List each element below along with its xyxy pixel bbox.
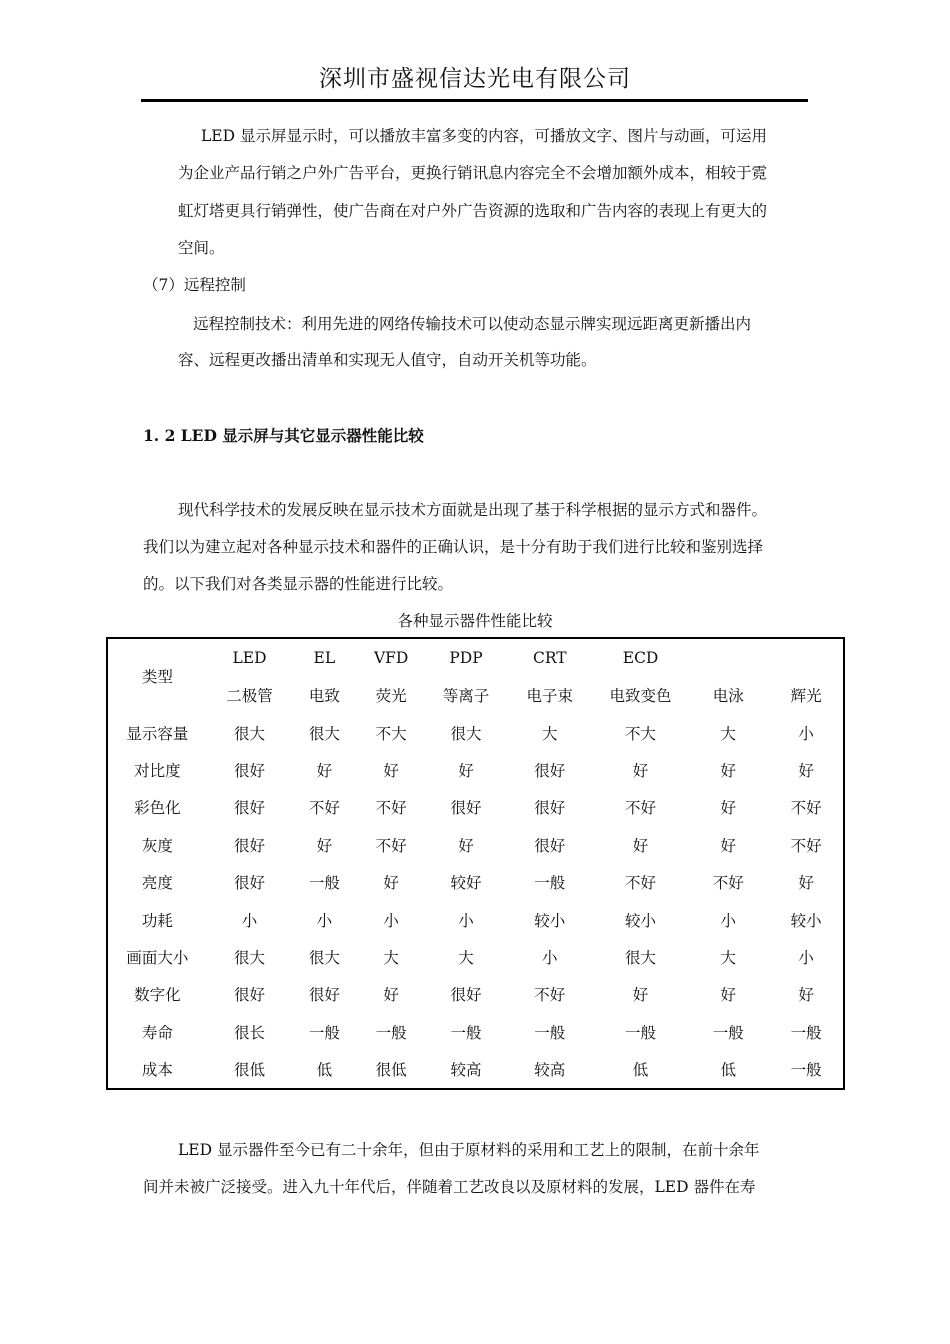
abbrev-cell: PDP	[449, 648, 483, 667]
table-cell: 不好	[625, 874, 657, 893]
table-cell: 低	[316, 1061, 333, 1080]
row-label: 灰度	[141, 836, 173, 855]
table-cell: 很低	[375, 1061, 407, 1080]
table-cell: 好	[720, 836, 737, 855]
table-cell: 好	[798, 986, 814, 1005]
table-cell: 很好	[534, 799, 566, 818]
table-cell: 大	[542, 724, 558, 743]
table-cell: 很大	[625, 948, 657, 967]
table-cell: 好	[383, 874, 399, 893]
remote-control-heading: （7）远程控制	[143, 276, 246, 294]
table-cell: 很大	[308, 724, 340, 743]
abbrev-cell: LED	[232, 648, 267, 667]
table-cell: 一般	[534, 1023, 566, 1042]
table-cell: 不好	[712, 874, 744, 893]
table-cell: 小	[798, 724, 814, 743]
table-cell: 一般	[450, 1023, 482, 1042]
table-cell: 很低	[234, 1061, 266, 1080]
table-row	[107, 863, 844, 900]
table-cell: 很大	[234, 948, 266, 967]
table-cell: 较小	[790, 911, 822, 930]
table-cell: 小	[241, 911, 258, 930]
table-cell: 较好	[450, 874, 482, 893]
table-cell: 一般	[308, 874, 340, 893]
table-cell: 大	[720, 948, 737, 967]
table-cell: 很好	[308, 986, 340, 1005]
table-caption: 各种显示器件性能比较	[397, 612, 553, 630]
table-cell: 很好	[234, 761, 266, 780]
performance-comparison-table	[106, 637, 845, 1090]
table-cell: 很大	[450, 724, 482, 743]
table-cell: 小	[316, 911, 333, 930]
name-cell: 荧光	[375, 687, 407, 706]
table-cell: 一般	[790, 1023, 822, 1042]
intro-line: LED 显示屏显示时，可以播放丰富多变的内容，可播放文字、图片与动画，可运用	[201, 127, 767, 145]
table-header-row	[107, 676, 844, 713]
table-row	[107, 1050, 844, 1089]
table-cell: 很好	[534, 761, 566, 780]
table-cell: 低	[632, 1061, 649, 1080]
table-cell: 很好	[534, 836, 566, 855]
intro-line: 为企业产品行销之户外广告平台，更换行销讯息内容完全不会增加额外成本，相较于霓	[178, 164, 768, 182]
table-cell: 好	[632, 761, 649, 780]
name-cell: 二极管	[226, 687, 273, 706]
table-cell: 较高	[450, 1061, 482, 1080]
table-row	[107, 938, 844, 975]
intro-line: 空间。	[178, 239, 225, 257]
name-cell: 辉光	[790, 687, 822, 706]
table-cell: 好	[383, 986, 399, 1005]
table-cell: 不好	[790, 836, 822, 855]
table-cell: 不好	[375, 836, 407, 855]
row-label: 成本	[141, 1061, 173, 1080]
row-label: 显示容量	[126, 724, 189, 743]
table-cell: 好	[798, 874, 814, 893]
table-cell: 很好	[450, 799, 482, 818]
table-cell: 好	[632, 836, 649, 855]
table-cell: 很大	[234, 724, 266, 743]
table-cell: 不大	[625, 724, 657, 743]
table-cell: 一般	[790, 1061, 822, 1080]
table-cell: 大	[383, 948, 399, 967]
table-cell: 很好	[450, 986, 482, 1005]
table-cell: 不好	[375, 799, 407, 818]
intro-line: 虹灯塔更具行销弹性，使广告商在对户外广告资源的选取和广告内容的表现上有更大的	[178, 202, 768, 220]
remote-line: 容、远程更改播出清单和实现无人值守，自动开关机等功能。	[178, 351, 597, 369]
table-cell: 小	[542, 948, 558, 967]
table-cell: 很大	[308, 948, 340, 967]
remote-line: 远程控制技术：利用先进的网络传输技术可以使动态显示牌实现远距离更新播出内	[193, 315, 752, 333]
closing-line: 间并未被广泛接受。进入九十年代后，伴随着工艺改良以及原材料的发展，LED 器件在寿	[143, 1178, 756, 1196]
comparison-intro-line: 的。以下我们对各类显示器的性能进行比较。	[143, 575, 454, 593]
table-cell: 小	[383, 911, 399, 930]
row-label: 功耗	[141, 911, 173, 930]
table-cell: 很好	[234, 874, 266, 893]
table-cell: 不好	[534, 986, 566, 1005]
abbrev-cell: CRT	[532, 648, 567, 667]
table-cell: 较小	[534, 911, 566, 930]
section-heading: 1. 2 LED 显示屏与其它显示器性能比较	[143, 426, 424, 445]
table-cell: 小	[458, 911, 474, 930]
table-cell: 好	[720, 799, 737, 818]
name-cell: 等离子	[442, 687, 490, 706]
table-cell: 很好	[234, 836, 266, 855]
table-cell: 大	[720, 724, 737, 743]
table-row	[107, 789, 844, 826]
name-cell: 电致变色	[609, 687, 672, 706]
name-cell: 电子束	[526, 687, 574, 706]
table-cell: 很好	[234, 986, 266, 1005]
table-cell: 很好	[234, 799, 266, 818]
table-cell: 一般	[375, 1023, 407, 1042]
abbrev-cell	[687, 638, 769, 676]
table-cell: 小	[720, 911, 737, 930]
row-label: 数字化	[134, 986, 181, 1005]
table-cell: 好	[720, 761, 737, 780]
abbrev-cell: VFD	[373, 648, 409, 667]
table-cell: 一般	[308, 1023, 340, 1042]
table-header-row	[107, 638, 844, 676]
row-label: 画面大小	[126, 948, 189, 967]
abbrev-cell: ECD	[622, 648, 659, 667]
table-cell: 一般	[625, 1023, 657, 1042]
comparison-intro-line: 现代科学技术的发展反映在显示技术方面就是出现了基于科学根据的显示方式和器件。	[178, 501, 768, 519]
table-row	[107, 826, 844, 863]
header-divider	[141, 99, 808, 102]
table-cell: 低	[720, 1061, 737, 1080]
comparison-intro-line: 我们以为建立起对各种显示技术和器件的正确认识，是十分有助于我们进行比较和鉴别选择	[143, 538, 764, 556]
table-row	[107, 714, 844, 751]
abbrev-cell: EL	[313, 648, 336, 667]
closing-line: LED 显示器件至今已有二十余年，但由于原材料的采用和工艺上的限制，在前十余年	[178, 1141, 760, 1159]
table-row	[107, 901, 844, 938]
table-cell: 大	[458, 948, 474, 967]
table-cell: 好	[632, 986, 649, 1005]
row-label: 彩色化	[134, 799, 181, 818]
row-label: 亮度	[141, 874, 173, 893]
table-cell: 不好	[790, 799, 822, 818]
table-cell: 好	[798, 761, 814, 780]
table-cell: 小	[798, 948, 814, 967]
table-cell: 不好	[625, 799, 657, 818]
table-cell: 不大	[375, 724, 407, 743]
name-cell: 电致	[308, 687, 340, 706]
abbrev-cell	[769, 638, 844, 676]
table-cell: 较小	[625, 911, 657, 930]
company-header: 深圳市盛视信达光电有限公司	[319, 66, 631, 92]
table-cell: 好	[458, 836, 474, 855]
table-cell: 好	[383, 761, 399, 780]
table-cell: 好	[458, 761, 474, 780]
table-row	[107, 976, 844, 1013]
name-cell: 电泳	[712, 687, 744, 706]
table-cell: 好	[316, 836, 333, 855]
table-row	[107, 1013, 844, 1050]
table-cell: 很长	[234, 1023, 266, 1042]
row-label: 寿命	[141, 1023, 173, 1042]
row-label: 对比度	[134, 761, 181, 780]
table-cell: 好	[720, 986, 737, 1005]
table-row	[107, 751, 844, 788]
table-cell: 一般	[534, 874, 566, 893]
table-cell: 一般	[712, 1023, 744, 1042]
table-cell: 好	[316, 761, 333, 780]
table-cell: 较高	[534, 1061, 566, 1080]
type-header: 类型	[141, 668, 173, 687]
table-cell: 不好	[308, 799, 340, 818]
